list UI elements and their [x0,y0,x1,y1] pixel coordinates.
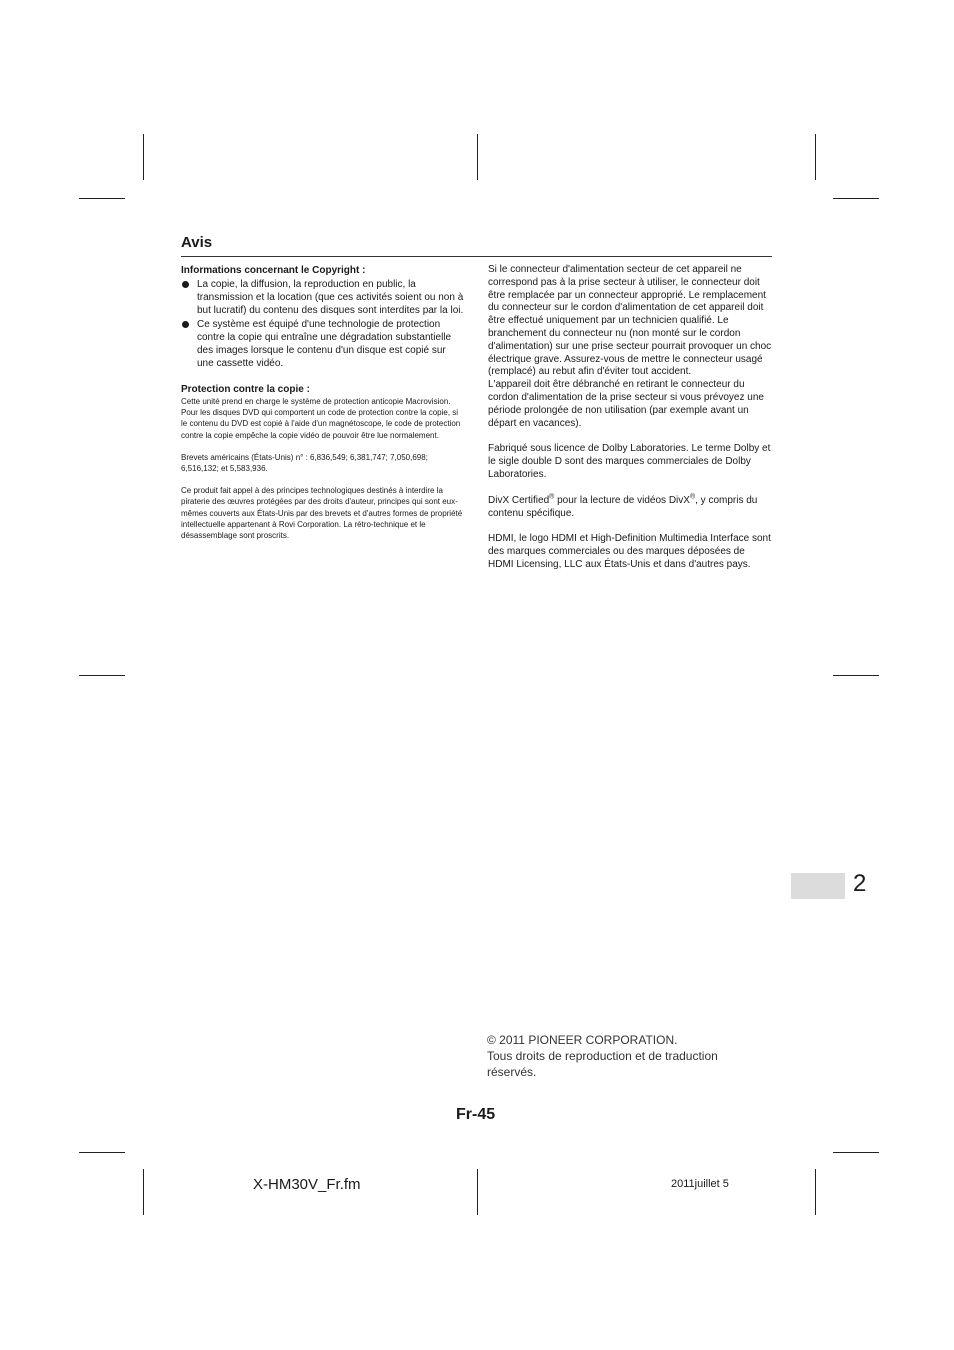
divx-text: DivX Certified [488,494,550,506]
crop-mark [833,198,879,199]
registered-mark: ® [689,493,696,501]
crop-mark [79,675,125,676]
crop-mark [143,1169,144,1215]
power-paragraph: Si le connecteur d'alimentation secteur de cet appareil ne correspond pas à la prise secteur à utiliser, le connecteur doit être remplacée par un connecteur approprié. Le remplacement du connecteur sur le cordon d'alimentation de cet appareil doit être effectué uniquement par un technicien qualifié. Le branchement du connecteur nu (non monté sur le cordon d'alimentation) sur une prise secteur pourrait provoquer un choc électrique grave. Assurez-vous de mettre le connecteur usagé (remplacé) au rebut afin d'éviter tout accident. [488,264,772,378]
hdmi-paragraph: HDMI, le logo HDMI et High-Definition Multimedia Interface sont des marques commerciales ou des marques déposées de HDMI Licensing, LLC aux États-Unis et dans d'autres pays. [488,533,771,570]
crop-mark [477,1169,478,1215]
patents-paragraph: Brevets américains (États-Unis) n° : 6,836,549; 6,381,747; 7,050,698; 6,516,132; et 5,583,936. [181,452,428,474]
rovi-paragraph: Ce produit fait appel à des principes technologiques destinés à interdire la piraterie des œuvres protégées par des droits d'auteur, principes qui sont eux-mêmes couverts aux États-Unis par des brevets et d'autres formes de propriété intellectuelle appartenant à Rovi Corporation. La rétro-technique et le désassemblage sont proscrits. [181,486,463,541]
bullet-item [181,318,465,370]
crop-mark [477,134,478,180]
crop-mark [815,134,816,180]
bullet-icon [182,281,189,288]
left-column [181,264,465,541]
chapter-tab [791,873,845,899]
page-number: Fr-45 [456,1106,496,1123]
print-date: 2011juillet 5 [671,1178,729,1190]
bullet-item [181,278,465,317]
protection-paragraph: Cette unité prend en charge le système de protection anticopie Macrovision. [181,397,451,406]
crop-mark [79,198,125,199]
divx-text: , y compris du contenu spécifique. [488,494,758,519]
bullet-text: Ce système est équipé d'une technologie de protection contre la copie qui entraîne une dégradation substantielle des images lorsque le contenu d'un disque est copié sur une cassette vidéo. [197,319,452,369]
file-name: X-HM30V_Fr.fm [253,1176,361,1193]
crop-mark [143,134,144,180]
unplug-paragraph: L'appareil doit être débranché en retirant le connecteur du cordon d'alimentation de la prise secteur si vous prévoyez une période prolongée de non utilisation (par exemple avant un départ en vacances). [488,379,764,429]
bullet-icon [182,321,189,328]
dolby-paragraph: Fabriqué sous licence de Dolby Laboratories. Le terme Dolby et le sigle double D sont des marques commerciales de Dolby Laboratories. [488,443,771,480]
divx-paragraph [488,495,772,521]
registered-mark: ® [549,493,555,501]
crop-mark [815,1169,816,1215]
copyright-line: © 2011 PIONEER CORPORATION. [487,1033,678,1047]
crop-mark [79,1152,125,1153]
section-title: Avis [181,234,213,251]
crop-mark [833,1152,879,1153]
copyright-block [487,1032,767,1080]
protection-heading: Protection contre la copie : [181,384,310,395]
crop-mark [833,675,879,676]
copyright-line: Tous droits de reproduction et de traduction réservés. [487,1049,718,1079]
title-rule [181,256,772,257]
right-column [488,264,772,572]
protection-paragraph: Pour les disques DVD qui comportent un code de protection contre la copie, si le contenu du DVD est copié à l'aide d'un magnétoscope, le code de protection contre la copie empêche la copie vidéo de pouvoir être lue normalement. [181,408,461,440]
chapter-number: 2 [853,870,867,897]
bullet-text: La copie, la diffusion, la reproduction en public, la transmission et la location (que ces activités soient ou non à but lucratif) du contenu des disques sont interdites par la loi. [197,279,464,316]
copyright-heading: Informations concernant le Copyright : [181,265,366,276]
divx-text: pour la lecture de vidéos DivX [554,494,690,506]
